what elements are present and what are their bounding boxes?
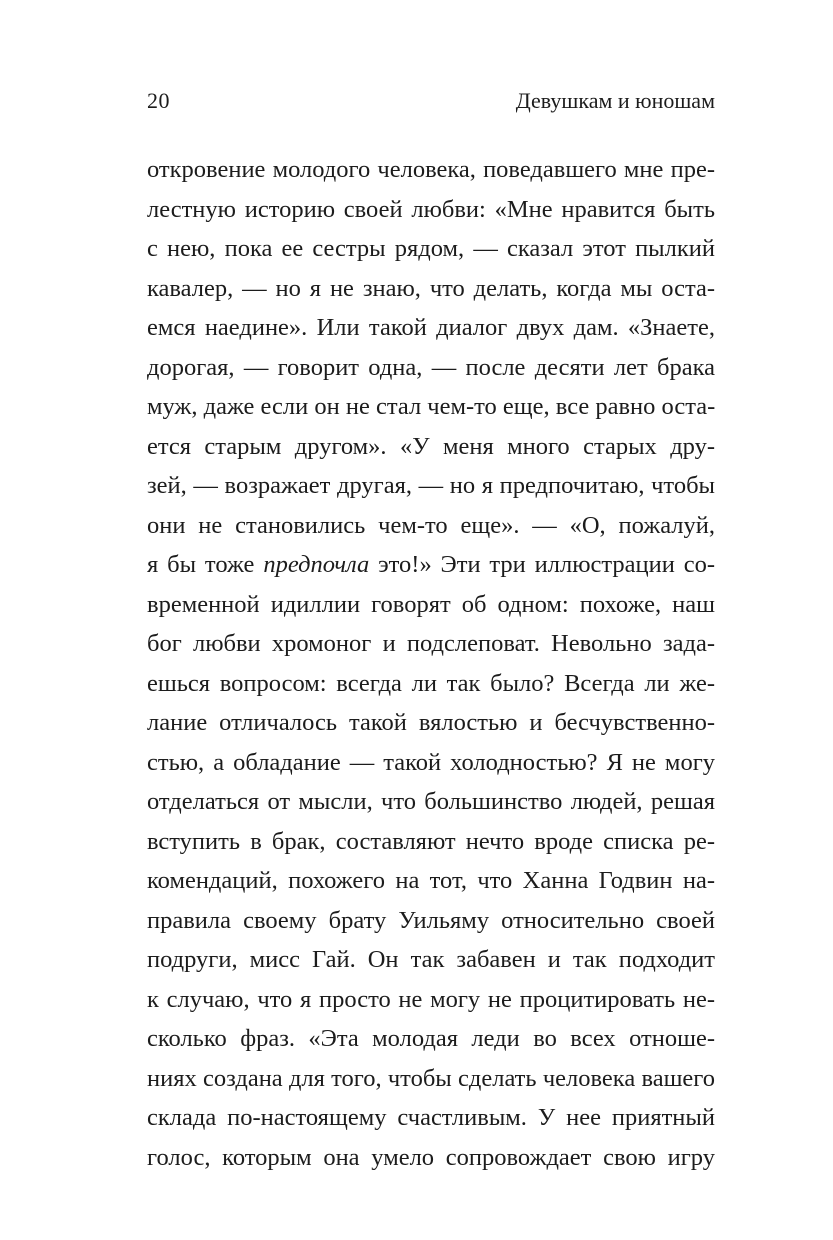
page-number: 20	[147, 88, 170, 113]
text-line: к случаю, что я просто не могу не процитировать не-	[147, 985, 715, 1013]
text-line: вступить в брак, составляют нечто вроде списка ре-	[147, 827, 715, 855]
text-line: склада по-настоящему счастливым. У нее приятный	[147, 1104, 715, 1131]
text-line: с нею, пока ее сестры рядом, — сказал этот пылкий	[147, 235, 715, 262]
text-line: ниях создана для того, чтобы сделать человека вашего	[147, 1064, 715, 1092]
running-head: Девушкам и юношам	[515, 88, 715, 113]
text-line: комендаций, похожего на тот, что Ханна Годвин на-	[147, 867, 715, 894]
text-line: бог любви хромоног и подслеповат. Невольно зада-	[147, 630, 715, 657]
text-line: они не становились чем-то еще». — «О, пожалуй,	[147, 511, 715, 539]
text-line: зей, — возражает другая, — но я предпочитаю, чтобы	[147, 472, 715, 499]
text-line: голос, которым она умело сопровождает свою игру	[147, 1143, 715, 1171]
text-line: муж, даже если он не стал чем-то еще, все равно оста-	[147, 393, 716, 420]
text-line: кавалер, — но я не знаю, что делать, когда мы оста-	[147, 274, 715, 302]
text-line: ется старым другом». «У меня много старых дру-	[147, 432, 715, 460]
text-segment: я бы тоже	[147, 551, 264, 578]
text-line: емся наедине». Или такой диалог двух дам. «Знаете,	[147, 314, 715, 341]
text-line: дорогая, — говорит одна, — после десяти лет брака	[147, 353, 715, 381]
text-line: правила своему брату Уильяму относительно своей	[147, 906, 715, 934]
text-line: подруги, мисс Гай. Он так забавен и так подходит	[147, 946, 715, 973]
italic-emphasis: предпочла	[263, 551, 370, 578]
text-line-with-italic	[147, 545, 715, 585]
body-text	[147, 150, 715, 1177]
text-segment: это!» Эти три иллюстрации со-	[369, 551, 716, 578]
text-line: ешься вопросом: всегда ли так было? Всегда ли же-	[147, 669, 715, 697]
text-line: лание отличалось такой вялостью и бесчувственно-	[147, 709, 715, 736]
text-line: стью, а обладание — такой холодностью? Я не могу	[147, 748, 715, 776]
text-line: отделаться от мысли, что большинство людей, решая	[147, 788, 715, 815]
text-line: временной идиллии говорят об одном: похоже, наш	[147, 590, 715, 618]
text-line: сколько фраз. «Эта молодая леди во всех отноше-	[147, 1025, 715, 1052]
text-line: откровение молодого человека, поведавшего мне пре-	[147, 156, 715, 183]
text-line: лестную историю своей любви: «Мне нравится быть	[147, 195, 715, 223]
